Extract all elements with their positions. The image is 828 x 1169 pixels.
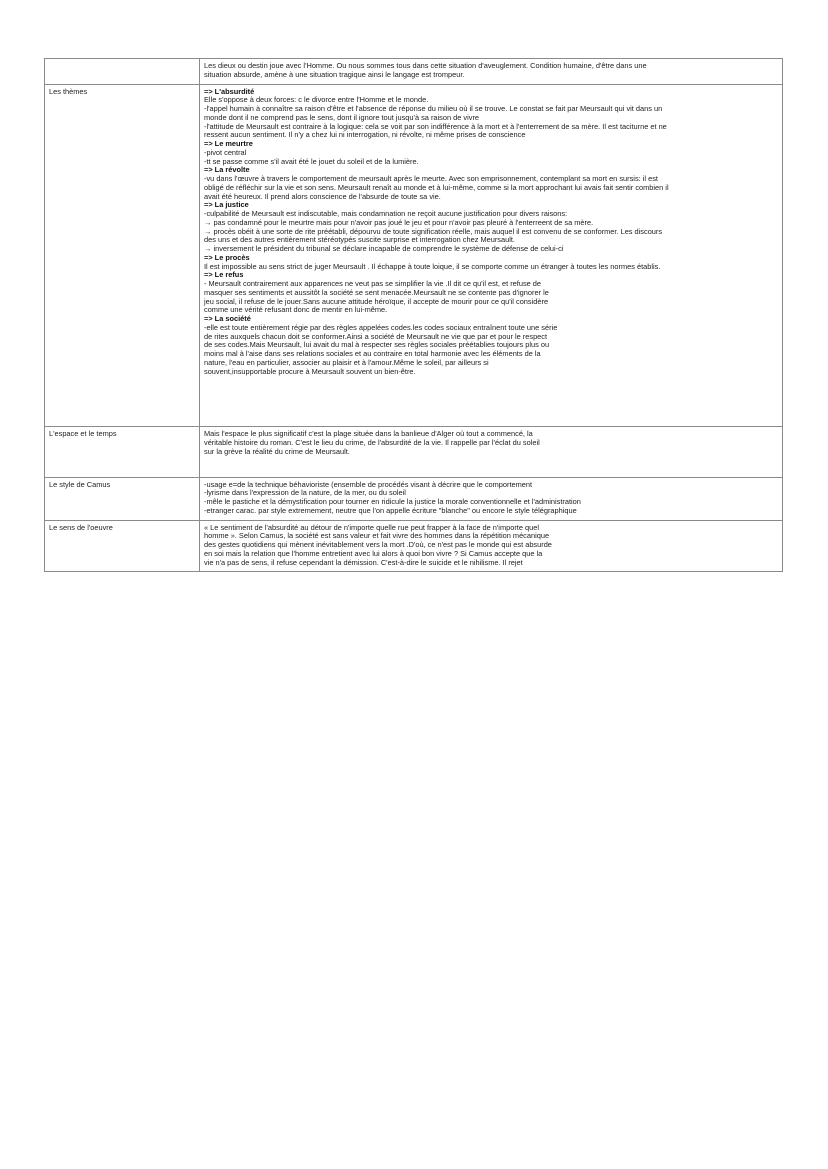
text-line: ressent aucun sentiment. Il n'y a chez lui ni interrogation, ni révolte, ni même prises de conscience (204, 130, 526, 140)
section-heading: => L'absurdité (204, 86, 255, 96)
row-content (200, 520, 783, 572)
text-line: -l'attitude de Meursault est contraire à la logique: cela se voit par son indifférence à la mort et à l'enterrement de sa mère. Il est taciturne et ne (204, 121, 667, 131)
row-label: Le sens de l'oeuvre (45, 520, 200, 572)
text-line: → pas condamné pour le meurtre mais pour n'avoir pas joué le jeu et pour n'avoir pas pleuré à l'enterreent de sa mère. (204, 217, 594, 227)
text-line: comme une vérité refusant donc de mentir en lui-même. (204, 305, 388, 315)
text-line: situation absurde, amène à une situation tragique ainsi le langage est trompeur. (204, 69, 465, 79)
text-line: véritable histoire du roman. C'est le lieu du crime, de l'absurdité de la vie. Il rappelle par l'éclat du soleil (204, 438, 540, 447)
notes-table-body (45, 59, 783, 572)
text-line: Il est impossible au sens strict de juger Meursault . Il échappe à toute loique, il se comporte comme un étranger à toutes les normes établis. (204, 261, 661, 271)
row-label: L'espace et le temps (45, 427, 200, 477)
section-heading: => Le meurtre (204, 139, 253, 148)
text-line: -lyrisme dans l'expression de la nature, de la mer, ou du soleil (204, 488, 406, 498)
row-content (200, 59, 783, 85)
text-line: -vu dans l'œuvre à travers le comportement de meursault après le meurte. Avec son emprisonnement, contemplant sa mort en sursis: il est (204, 174, 658, 183)
text-line: homme ». Selon Camus, la société est sans valeur et fait vivre des hommes dans la répétition mécanique (204, 531, 550, 541)
text-line: → inversement le président du tribunal se déclare incapable de comprendre le système de défense de celui-ci (204, 244, 564, 253)
text-line: -mêle le pastiche et la démystification pour tourner en ridicule la justice la morale conventionnelle et l'administration (204, 497, 581, 506)
section-heading: => La justice (204, 200, 249, 210)
text-line: « Le sentiment de l'absurdité au détour de n'importe quelle rue peut frapper à la face de n'importe quel (204, 522, 539, 532)
text-line: masquer ses sentiments et aussitôt la société se sent menacée.Meursault ne se contente pas d'ignorer le (204, 287, 549, 297)
text-line: nature, l'eau en particulier, associer au plaisir et à l'amour.Même le soleil, par ailleurs si (204, 357, 489, 367)
row-content (200, 84, 783, 427)
text-line: -tt se passe comme s'il avait été le jouet du soleil et de la lumière. (204, 156, 419, 166)
text-line: -usage e=de la technique béhavioriste (ensemble de procédés visant à décrire que le comportement (204, 479, 533, 489)
notes-table (44, 58, 783, 572)
table-row (45, 427, 783, 477)
table-row (45, 520, 783, 572)
row-content (200, 427, 783, 477)
text-line: -pivot central (204, 147, 247, 157)
text-line: Mais l'espace le plus significatif c'est la plage située dans la banlieue d'Alger où tout a commencé, la (204, 429, 533, 439)
text-line: de rites auxquels chacun doit se conformer.Ainsi a société de Meursault ne vie que par et pour le respect (204, 331, 548, 341)
section-heading: => La révolte (204, 165, 250, 175)
text-line: moins mal à l'aise dans ses relations sociales et au contraire en total harmonie avec les éléments de la (204, 349, 541, 358)
text-line: Elle s'oppose à deux forces: c le divorce entre l'Homme et le monde. (204, 95, 429, 105)
row-label: Les thèmes (45, 84, 200, 427)
row-label (45, 59, 200, 85)
text-line: sur la grève la réalité du crime de Meursault. (204, 446, 350, 456)
section-heading: => Le procès (204, 252, 250, 262)
text-line: -elle est toute entièrement régie par des règles appelées codes.les codes sociaux entraînent toute une série (204, 322, 558, 332)
section-heading: => La société (204, 314, 251, 323)
row-content (200, 477, 783, 520)
text-line: - Meursault contrairement aux apparences ne veut pas se simplifier la vie .Il dit ce qu'il est, et refuse de (204, 279, 542, 288)
text-line: en soi mais la relation que l'homme entretient avec lui alors à quoi bon vivre ? Si Camus accepte que la (204, 548, 543, 558)
text-line: → procès obéit à une sorte de rite préétabli, dépourvu de toute signification réelle, mais auquel il est convenu de se conformer. Les discours (204, 226, 663, 236)
text-line: -l'appel humain à connaître sa raison d'être et l'absence de réponse du milieu où il se trouve. Le constat se fait par Meursault qui vit dans un (204, 104, 663, 113)
text-line: vie n'a pas de sens, il refuse cependant la démission. C'est-à-dire le suicide et le nihilisme. Il rejet (204, 557, 523, 567)
text-line: -culpabilité de Meursault est indiscutable, mais condamnation ne reçoit aucune justification pour divers raisons: (204, 209, 568, 218)
table-row (45, 59, 783, 85)
text-line: avait été heureux. Il prend alors conscience de l'absurde de toute sa vie. (204, 191, 441, 201)
text-line: obligé de réfléchir sur la vie et son sens. Meursault renaît au monde et à lui-même, comme si la mort approchant lui avais fait sentir combien il (204, 182, 669, 192)
text-line: -etranger carac. par style extremement, neutre que l'on appelle écriture "blanche" ou encore le style télégraphique (204, 505, 577, 515)
text-line: de ses codes.Mais Meursault, lui avait du mal à respecter ses règles sociales préétablies toujours plus ou (204, 340, 550, 350)
text-line: des uns et des autres entièrement stéréotypés suscite surprise et interrogation chez Meursault. (204, 235, 515, 245)
table-row (45, 477, 783, 520)
row-label: Le style de Camus (45, 477, 200, 520)
text-line: des gestes quotidiens qui mènent inévitablement vers la mort .D'où, ce n'est pas le monde qui est absurde (204, 540, 552, 549)
text-line: jeu social, il refuse de le jouer.Sans aucune attitude héroïque, il accepte de mourir pour ce qu'il considère (204, 296, 549, 306)
text-line: Les dieux ou destin joue avec l'Homme. Ou nous sommes tous dans cette situation d'aveuglement. Condition humaine, d'être dans une (204, 61, 647, 70)
table-row (45, 84, 783, 427)
text-line: monde dont il ne comprend pas le sens, dont il ignore tout jusqu'à sa raison de vivre (204, 112, 480, 122)
section-heading: => Le refus (204, 270, 244, 280)
text-line: souvent,insupportable procure à Meursault souvent un bien-être. (204, 366, 416, 376)
